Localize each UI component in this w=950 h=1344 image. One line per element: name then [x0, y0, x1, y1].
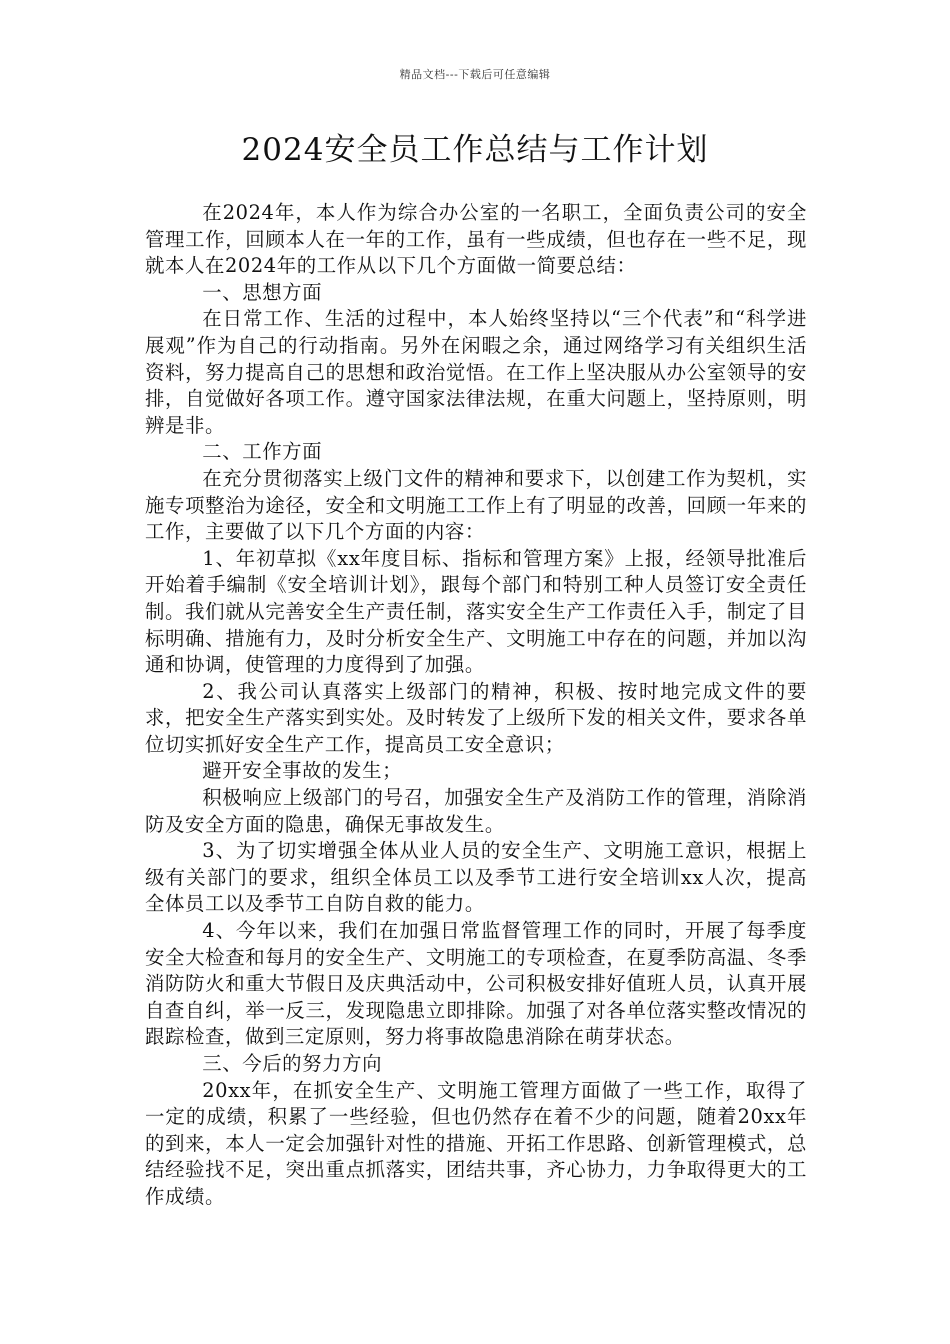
document-title: 2024安全员工作总结与工作计划 — [241, 132, 709, 168]
work-item-2: 2、我公司认真落实上级部门的精神，积极、按时地完成文件的要求，把安全生产落实到实处。及时转发了上级所下发的相关文件，要求各单位切实抓好安全生产工作，提高员工安全意识； — [145, 679, 807, 756]
section-heading-work: 二、工作方面 — [202, 440, 323, 464]
work-item-1: 1、年初草拟《xx年度目标、指标和管理方案》上报，经领导批准后开始着手编制《安全培训计划》，跟每个部门和特别工种人员签订安全责任制。我们就从完善安全生产责任制，落实安全生产工作责任入手，制定了目标明确、措施有力，及时分析安全生产、文明施工中存在的问题，并加以沟通和协调，使管理的力度得到了加强。 — [145, 546, 807, 677]
document-body — [145, 200, 807, 1211]
work-item-2-extra: 积极响应上级部门的号召，加强安全生产及消防工作的管理，消除消防及安全方面的隐患，确保无事故发生。 — [145, 786, 807, 836]
work-item-4: 4、今年以来，我们在加强日常监督管理工作的同时，开展了每季度安全大检查和每月的安全生产、文明施工的专项检查，在夏季防高温、冬季消防防火和重大节假日及庆典活动中，公司积极安排好值班人员，认真开展自查自纠，举一反三，发现隐患立即排除。加强了对各单位落实整改情况的跟踪检查，做到三定原则，努力将事故隐患消除在萌芽状态。 — [145, 919, 807, 1049]
section-heading-thought: 一、思想方面 — [202, 280, 323, 304]
header-note: 精品文档---下载后可任意编辑 — [399, 68, 551, 81]
work-item-3: 3、为了切实增强全体从业人员的安全生产、文明施工意识，根据上级有关部门的要求，组织全体员工以及季节工进行安全培训xx人次，提高全体员工以及季节工自防自救的能力。 — [145, 839, 807, 916]
section-heading-future: 三、今后的努力方向 — [202, 1052, 383, 1075]
thought-paragraph: 在日常工作、生活的过程中，本人始终坚持以“三个代表”和“科学进展观”作为自己的行动指南。另外在闲暇之余，通过网络学习有关组织生活资料，努力提高自己的思想和政治觉悟。在工作上坚决服从办公室领导的安排，自觉做好各项工作。遵守国家法律法规，在重大问题上，坚持原则，明辨是非。 — [145, 307, 807, 437]
intro-paragraph: 在2024年，本人作为综合办公室的一名职工，全面负责公司的安全管理工作，回顾本人在一年的工作，虽有一些成绩，但也存在一些不足，现就本人在2024年的工作从以下几个方面做一简要总结： — [145, 201, 807, 278]
work-intro-paragraph: 在充分贯彻落实上级门文件的精神和要求下，以创建工作为契机，实施专项整治为途径，安全和文明施工工作上有了明显的改善，回顾一年来的工作，主要做了以下几个方面的内容： — [145, 466, 807, 544]
future-paragraph: 20xx年，在抓安全生产、文明施工管理方面做了一些工作，取得了一定的成绩，积累了一些经验，但也仍然存在着不少的问题，随着20xx年的到来，本人一定会加强针对性的措施、开拓工作思路、创新管理模式，总结经验找不足，突出重点抓落实，团结共事，齐心协力，力争取得更大的工作成绩。 — [145, 1078, 807, 1208]
work-item-2-continued: 避开安全事故的发生； — [202, 759, 403, 783]
